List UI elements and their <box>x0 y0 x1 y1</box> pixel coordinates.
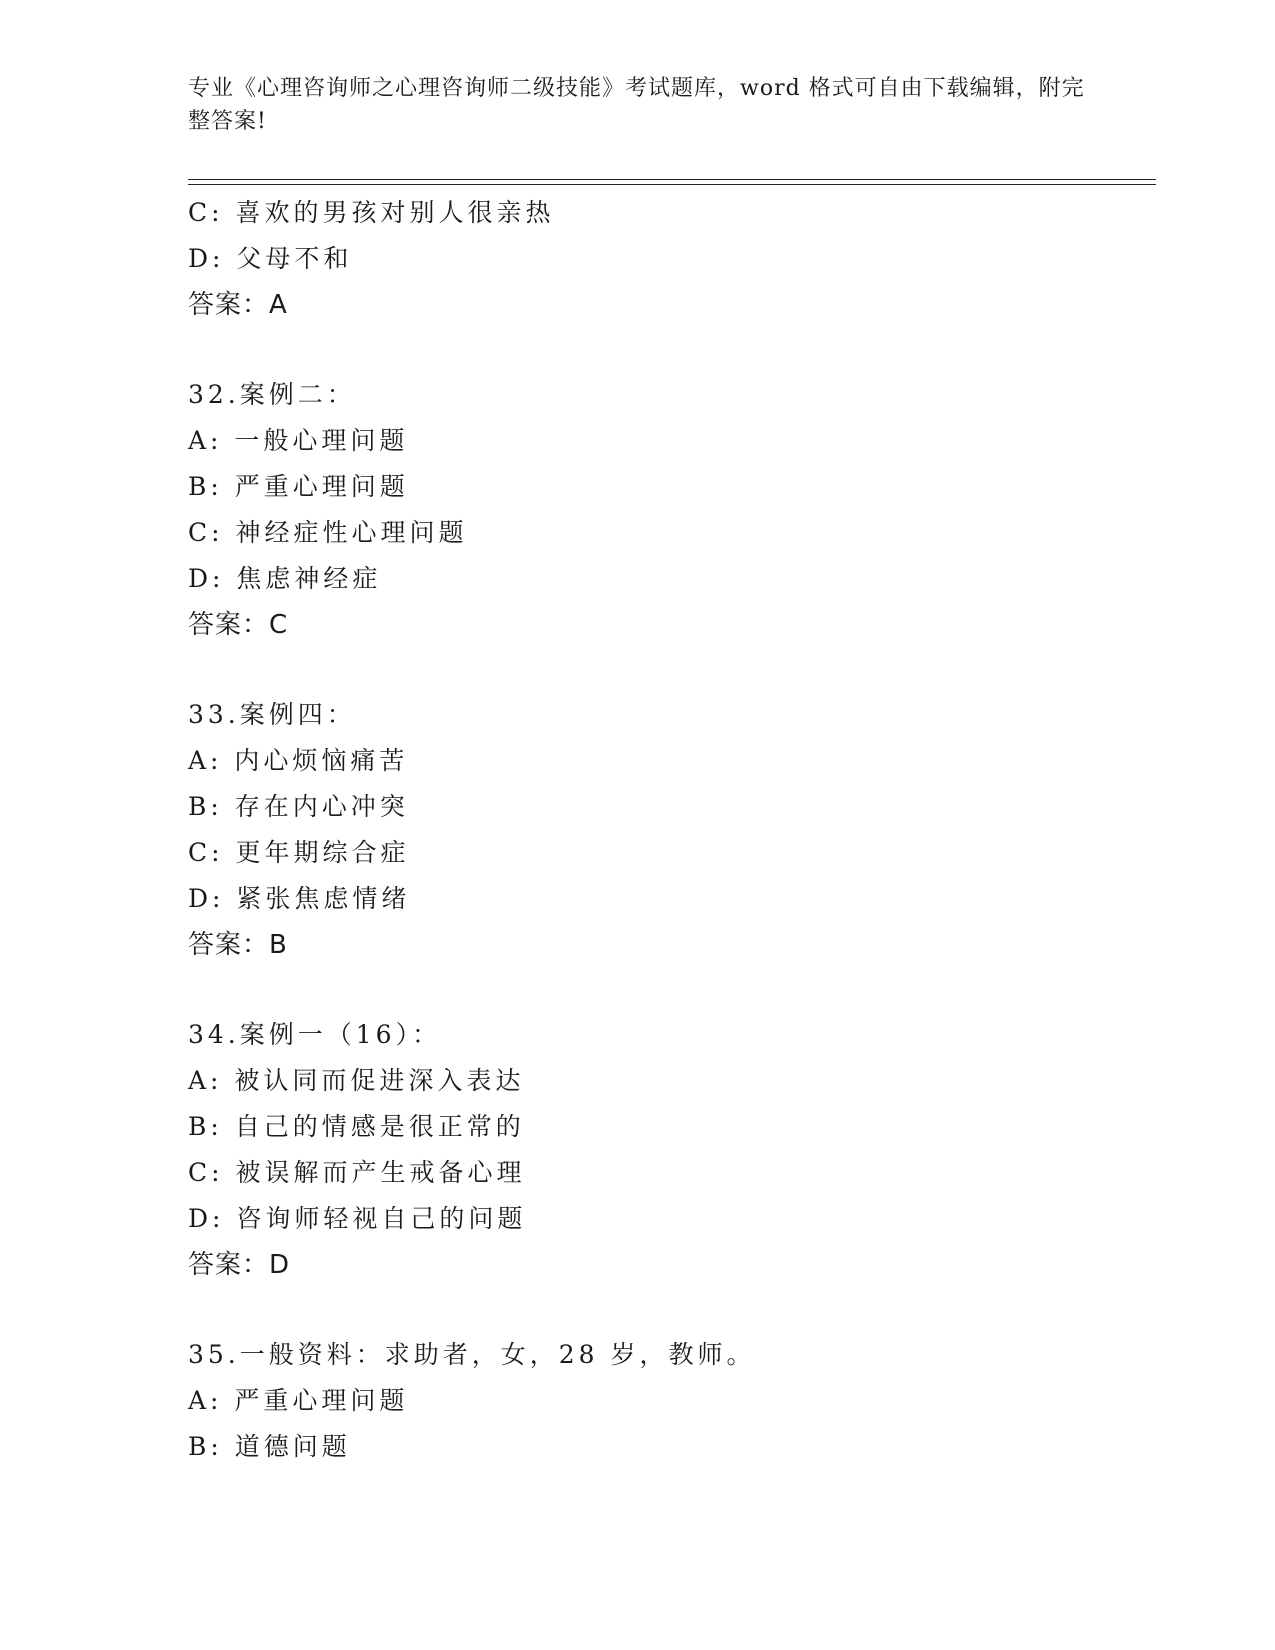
answer-line: 答案：B <box>188 930 288 960</box>
question-34 <box>188 1012 1148 1288</box>
document-header: 专业《心理咨询师之心理咨询师二级技能》考试题库，word 格式可自由下载编辑，附完整答案! <box>188 76 1085 134</box>
option-d: D: 紧张焦虑情绪 <box>188 884 411 913</box>
answer-line: 答案：C <box>188 610 289 640</box>
option-a: A: 严重心理问题 <box>188 1386 409 1415</box>
option-b: B: 存在内心冲突 <box>188 792 409 821</box>
question-33 <box>188 692 1148 968</box>
option-a: A: 被认同而促进深入表达 <box>188 1066 525 1095</box>
option-d: D: 父母不和 <box>188 244 353 273</box>
option-d: D: 咨询师轻视自己的问题 <box>188 1204 527 1233</box>
option-c: C: 神经症性心理问题 <box>188 518 468 547</box>
option-b: B: 自己的情感是很正常的 <box>188 1112 525 1141</box>
header-rule-top <box>188 179 1156 180</box>
option-c: C: 喜欢的男孩对别人很亲热 <box>188 198 555 227</box>
question-stem: 32.案例二： <box>188 380 356 409</box>
header-rule-bottom <box>188 184 1156 185</box>
option-d: D: 焦虑神经症 <box>188 564 382 593</box>
option-a: A: 内心烦恼痛苦 <box>188 746 409 775</box>
answer-line: 答案：D <box>188 1250 291 1280</box>
question-35 <box>188 1332 1148 1470</box>
answer-line: 答案：A <box>188 290 288 320</box>
option-c: C: 更年期综合症 <box>188 838 410 867</box>
question-stem: 35.一般资料：求助者，女，28 岁，教师。 <box>188 1340 756 1369</box>
question-fragment <box>188 190 1148 328</box>
option-a: A: 一般心理问题 <box>188 426 409 455</box>
question-stem: 33.案例四： <box>188 700 356 729</box>
option-b: B: 道德问题 <box>188 1432 351 1461</box>
question-stem: 34.案例一（16）： <box>188 1020 442 1049</box>
question-32 <box>188 372 1148 648</box>
option-c: C: 被误解而产生戒备心理 <box>188 1158 526 1187</box>
question-content <box>188 190 1148 1470</box>
option-b: B: 严重心理问题 <box>188 472 409 501</box>
